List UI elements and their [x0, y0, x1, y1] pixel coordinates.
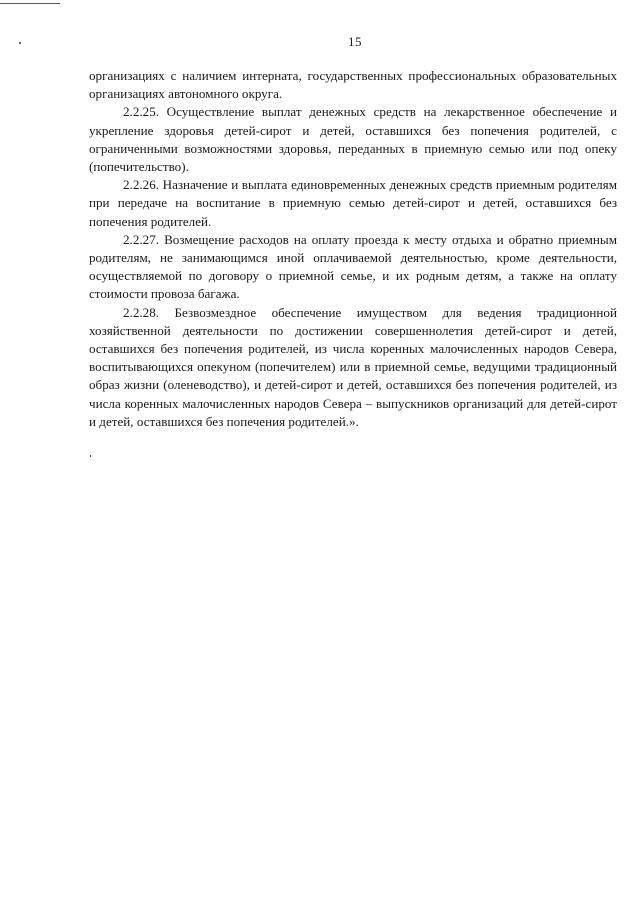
document-body: [89, 67, 617, 431]
paragraph-2-2-27: 2.2.27. Возмещение расходов на оплату проезда к месту отдыха и обратно приемным родителям, не занимающимся иной оплачиваемой деятельностью, кроме деятельности, осуществляемой по договору о приемной семье, и их родным детям, а также на оплату стоимости провоза багажа.: [89, 231, 617, 302]
paragraph-2-2-26: 2.2.26. Назначение и выплата единовременных денежных средств приемным родителям при передаче на воспитание в приемную семью детей-сирот и детей, оставшихся без попечения родителей.: [89, 177, 617, 229]
page-number: 15: [348, 34, 362, 49]
paragraph-continuation: организациях с наличием интерната, государственных профессиональных образовательных организациях автономного округа.: [89, 68, 617, 102]
scan-edge-line: [0, 3, 60, 4]
scan-speck: [90, 455, 91, 457]
paragraph-2-2-25: 2.2.25. Осуществление выплат денежных средств на лекарственное обеспечение и укрепление здоровья детей-сирот и детей, оставшихся без попечения родителей, с ограниченными возможностями здоровья, переданных в приемную семью или под опеку (попечительство).: [89, 104, 617, 175]
paragraph-2-2-28: 2.2.28. Безвозмездное обеспечение имуществом для ведения традиционной хозяйственной деятельности по достижении совершеннолетия детей-сирот и детей, оставшихся без попечения родителей, из числа коренных малочисленных народов Севера, воспитывающихся опекуном (попечителем) или в приемной семье, ведущими традиционный образ жизни (оленеводство), и детей-сирот и детей, оставшихся без попечения родителей, из числа коренных малочисленных народов Севера – выпускников организаций для детей-сирот и детей, оставшихся без попечения родителей.».: [89, 304, 617, 429]
